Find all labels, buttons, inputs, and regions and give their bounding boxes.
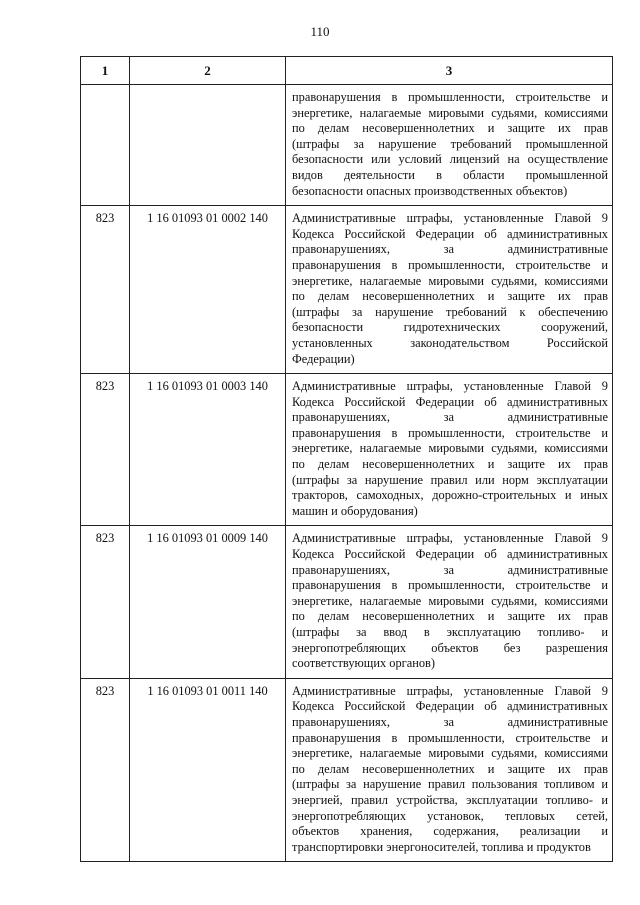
description-line: Административные штрафы, установленные Главой 9 xyxy=(292,683,608,698)
description-line: энергетике, налагаемые мировыми судьями, комиссиями xyxy=(292,441,608,456)
description-line: энергетике, налагаемые мировыми судьями, комиссиями xyxy=(292,105,608,120)
classification-table xyxy=(80,56,613,862)
column-header-2: 2 xyxy=(130,57,286,85)
description-line: энергетике, налагаемые мировыми судьями, комиссиями xyxy=(292,273,608,288)
description-line: Кодекса Российской Федерации об административных xyxy=(292,699,608,714)
table-row xyxy=(81,526,613,678)
description-line: (штрафы за нарушение правил или норм эксплуатации xyxy=(292,472,608,487)
description-line: Административные штрафы, установленные Главой 9 xyxy=(292,379,608,394)
description-line: энергетике, налагаемые мировыми судьями, комиссиями xyxy=(292,593,608,608)
description-line: (штрафы за нарушение правил пользования топливом и xyxy=(292,777,608,792)
admin-code-cell: 823 xyxy=(81,206,130,374)
description-line: по делам несовершеннолетних и защите их прав xyxy=(292,457,608,472)
description-line: соответствующих органов) xyxy=(292,656,436,671)
description-line: правонарушениях, за административные xyxy=(292,242,608,257)
description-line: энергетике, налагаемые мировыми судьями, комиссиями xyxy=(292,746,608,761)
description-cell xyxy=(286,678,613,862)
description-line: энергией, правил устройства, эксплуатации топливо- и xyxy=(292,792,608,807)
description-line: безопасности гидротехнических сооружений, xyxy=(292,320,608,335)
description-line: видов деятельности в области промышленной xyxy=(292,167,608,182)
description-cell xyxy=(286,374,613,526)
admin-code-cell: 823 xyxy=(81,678,130,862)
description-line: правонарушения в промышленности, строительстве и xyxy=(292,257,608,272)
description-line: объектов хранения, содержания, реализации и xyxy=(292,824,608,839)
table-row xyxy=(81,85,613,206)
table-row xyxy=(81,678,613,862)
description-line: по делам несовершеннолетних и защите их прав xyxy=(292,761,608,776)
description-line: Административные штрафы, установленные Главой 9 xyxy=(292,211,608,226)
description-line: Кодекса Российской Федерации об административных xyxy=(292,547,608,562)
table-body xyxy=(81,85,613,862)
table-row xyxy=(81,374,613,526)
description-cell xyxy=(286,206,613,374)
description-line: Федерации) xyxy=(292,351,355,366)
description-line: правонарушениях, за административные xyxy=(292,714,608,729)
page-number: 110 xyxy=(310,24,330,39)
description-line: безопасности или условий лицензий на осуществление xyxy=(292,152,608,167)
table-header-row xyxy=(81,57,613,85)
description-line: по делам несовершеннолетних и защите их прав xyxy=(292,609,608,624)
description-line: тракторов, самоходных, дорожно-строительных и иных xyxy=(292,488,608,503)
description-line: установленных законодательством Российской xyxy=(292,335,608,350)
description-line: правонарушения в промышленности, строительстве и xyxy=(292,425,608,440)
description-line: энергопотребляющих объектов без разрешения xyxy=(292,640,608,655)
description-line: правонарушения в промышленности, строительстве и xyxy=(292,578,608,593)
description-line: Административные штрафы, установленные Главой 9 xyxy=(292,531,608,546)
budget-code-cell: 1 16 01093 01 0003 140 xyxy=(130,374,286,526)
budget-code-cell xyxy=(130,85,286,206)
description-line: правонарушения в промышленности, строительстве и xyxy=(292,730,608,745)
description-line: (штрафы за ввод в эксплуатацию топливо- и xyxy=(292,625,608,639)
description-line: правонарушениях, за административные xyxy=(292,562,608,577)
budget-code-cell: 1 16 01093 01 0002 140 xyxy=(130,206,286,374)
admin-code-cell: 823 xyxy=(81,526,130,678)
description-line: по делам несовершеннолетних и защите их прав xyxy=(292,121,608,136)
budget-code-cell: 1 16 01093 01 0011 140 xyxy=(130,678,286,862)
description-line: правонарушениях, за административные xyxy=(292,410,608,425)
admin-code-cell: 823 xyxy=(81,374,130,526)
description-line: Кодекса Российской Федерации об административных xyxy=(292,394,608,409)
description-line: (штрафы за нарушение требований к обеспечению xyxy=(292,304,608,319)
description-line: правонарушения в промышленности, строительстве и xyxy=(292,90,608,104)
description-cell xyxy=(286,85,613,206)
admin-code-cell xyxy=(81,85,130,206)
column-header-3: 3 xyxy=(286,57,613,85)
description-line: Кодекса Российской Федерации об административных xyxy=(292,226,608,241)
description-cell xyxy=(286,526,613,678)
table-row xyxy=(81,206,613,374)
description-line: по делам несовершеннолетних и защите их прав xyxy=(292,289,608,304)
description-line: (штрафы за нарушение требований промышленной xyxy=(292,136,608,151)
column-header-1: 1 xyxy=(81,57,130,85)
budget-code-cell: 1 16 01093 01 0009 140 xyxy=(130,526,286,678)
description-line: машин и оборудования) xyxy=(292,503,418,518)
description-line: энергопотребляющих установок, тепловых сетей, xyxy=(292,808,608,823)
description-line: транспортировки энергоносителей, топлива и продуктов xyxy=(292,839,591,854)
description-line: безопасности опасных производственных объектов) xyxy=(292,183,568,198)
